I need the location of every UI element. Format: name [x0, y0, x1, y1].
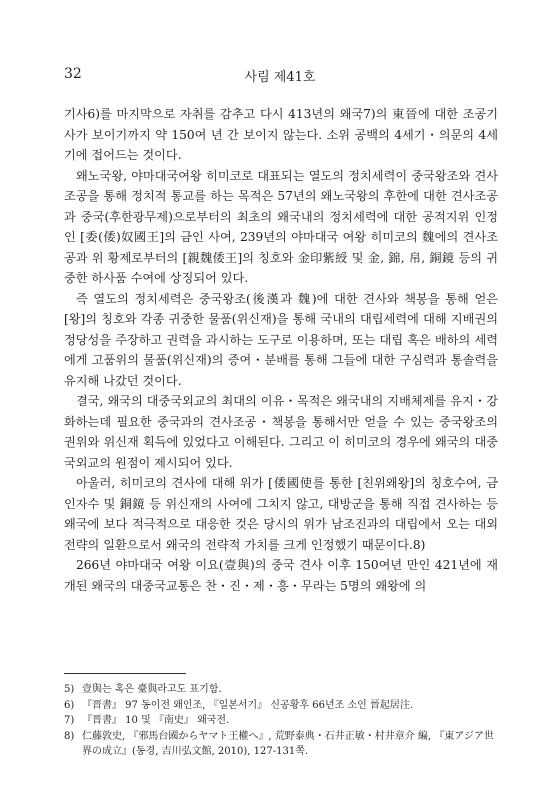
paragraph: 즉 열도의 정치세력은 중국왕조(後漢과 魏)에 대한 견사와 책봉을 통해 얻은 [왕]의 칭호와 각종 귀중한 물품(위신재)을 통해 국내의 대립세력에 대해 지배권의 정당성을 주장하고 권력을 과시하는 도구로 이용하며, 또는 대립 혹은 배하의 세력에게 고품위의 물품(위신재)의 증여・분배를 통해 그들에 대한 구심력과 통솔력을 유지해 나갔던 것이다.	[64, 291, 498, 388]
footnote-divider	[64, 673, 186, 674]
running-title: 사림 제41호	[244, 70, 316, 85]
footnote-mark: 6)	[64, 699, 75, 711]
page-number: 32	[64, 66, 82, 82]
paragraph: 266년 야마대국 여왕 이요(壹與)의 중국 견사 이후 150여년 만인 421년에 재개된 왜국의 대중국교통은 찬・진・제・흥・무라는 5명의 왜왕에 의	[64, 558, 498, 593]
footnote-text: 『晋書』 10 및 『南史』 왜국전.	[82, 715, 230, 726]
footnote	[64, 729, 498, 760]
footnote-mark: 5)	[64, 684, 75, 695]
footnote-mark: 8)	[64, 730, 75, 742]
footnote	[64, 713, 498, 729]
footnote-mark: 7)	[64, 715, 75, 726]
footnote-text: 壹與는 혹은 臺與라고도 표기함.	[82, 684, 222, 695]
page-header	[64, 66, 496, 84]
paragraph: 왜노국왕, 야마대국여왕 히미코로 대표되는 열도의 정치세력이 중국왕조와 견사조공을 통해 정치적 통교를 하는 목적은 57년의 왜노국왕의 후한에 대한 견사조공과 중국(후한광무제)으로부터의 최초의 왜국내의 정치세력에 대한 공적지위 인정인 [委(倭)奴國王]의 금인 사여, 239년의 야마대국 여왕 히미코의 魏에의 견사조공과 위 황제로부터의 [親魏倭王]의 칭호와 金印紫綬 및 金, 錦, 帛, 銅鏡 등의 귀중한 하사품 수여에 상징되어 있다.	[64, 168, 498, 285]
footnotes	[64, 682, 498, 760]
paragraph: 기사6)를 마지막으로 자취를 감추고 다시 413년의 왜국7)의 東晉에 대한 조공기사가 보이기까지 약 150여 년 간 보이지 않는다. 소위 공백의 4세기・의문의 4세기에 접어드는 것이다.	[64, 107, 498, 162]
footnote	[64, 682, 498, 698]
footnote-text: 仁藤敦史, 『邪馬台國からヤマト王權へ』, 荒野泰典・石井正敏・村井章介 編, 『東アジア世界の成立』(동경, 吉川弘文館, 2010), 127-131쪽.	[82, 730, 494, 757]
paragraph: 아울러, 히미코의 견사에 대해 위가 [倭國使를 통한 [친위왜왕]의 칭호수여, 금인자수 및 銅鏡 등 위신재의 사여에 그치지 않고, 대방군을 통해 직접 견사하는 등 왜국에 보다 적극적으로 대응한 것은 당시의 위가 남조진과의 대립에서 오는 대외전략의 일환으로서 왜국의 전략적 가치를 크게 인정했기 때문이다.8)	[64, 476, 498, 552]
body-text	[64, 104, 498, 596]
footnote-text: 『晋書』 97 동이전 왜인조, 『일본서기』 신공황후 66년조 소인 晉起居注.	[82, 699, 414, 711]
paragraph: 결국, 왜국의 대중국외교의 최대의 이유・목적은 왜국내의 지배체제를 유지・강화하는데 필요한 중국과의 견사조공・책봉을 통해서만 얻을 수 있는 중국왕조의 권위와 위신재 획득에 있었다고 이해된다. 그리고 이 히미코의 경우에 왜국의 대중국외교의 원점이 제시되어 있다.	[64, 394, 498, 470]
footnote	[64, 698, 498, 714]
